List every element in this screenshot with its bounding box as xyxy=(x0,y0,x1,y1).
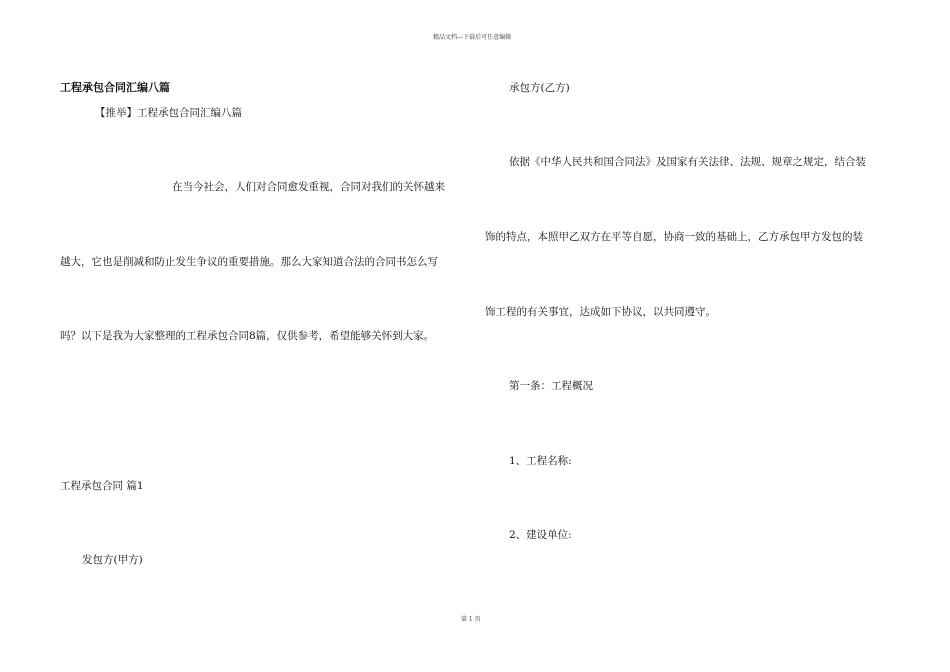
page-header: 精品文档---下载后可任意编辑 xyxy=(433,34,512,41)
body-line-2: 饰的特点，本照甲乙双方在平等自愿，协商一致的基础上，乙方承包甲方发包的装 xyxy=(485,231,863,243)
body-line-1: 依据《中华人民共和国合同法》及国家有关法律、法规、规章之规定，结合装 xyxy=(509,156,866,168)
page-number: 第 1 页 xyxy=(461,616,481,623)
item-construction-unit: 2、建设单位: xyxy=(509,529,572,541)
recommend-line: 【推举】工程承包合同汇编八篇 xyxy=(95,107,242,119)
intro-line-3: 吗？以下是我为大家整理的工程承包合同8篇，仅供参考，希望能够关怀到大家。 xyxy=(60,330,435,342)
section-heading: 工程承包合同 篇1 xyxy=(60,480,144,492)
item-project-name: 1、工程名称: xyxy=(509,455,572,467)
party-b-label: 承包方(乙方) xyxy=(509,82,570,94)
document-title: 工程承包合同汇编八篇 xyxy=(60,81,170,94)
body-line-3: 饰工程的有关事宜，达成如下协议，以共同遵守。 xyxy=(485,306,716,318)
party-a-label: 发包方(甲方) xyxy=(82,554,143,566)
article-1-heading: 第一条：工程概况 xyxy=(509,380,593,392)
intro-line-2: 越大，它也是削减和防止发生争议的重要措施。那么大家知道合法的合同书怎么写 xyxy=(60,256,438,268)
intro-line-1: 在当今社会，人们对合同愈发重视，合同对我们的关怀越来 xyxy=(172,181,445,193)
